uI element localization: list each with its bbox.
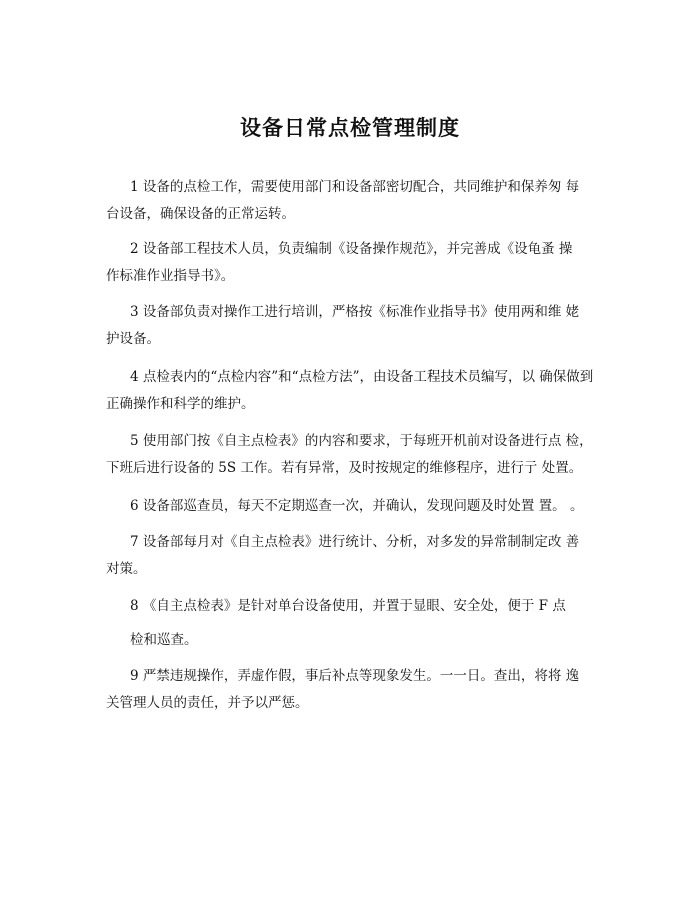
paragraph-5-line-2: 下班后进行设备的 5S 工作。若有异常，及时按规定的维修程序，进行亍 处置。: [106, 460, 583, 476]
paragraph-7-line-2: 对策。: [106, 561, 147, 577]
paragraph-2-line-1: 2 设备部工程技术人员，负责编制《设备操作规范》，并完善成《设龟蚤 操: [130, 241, 573, 257]
paragraph-5-line-1: 5 使用部门按《自主点检表》的内容和要求，于每班开机前对设备进行点 检，: [130, 433, 593, 449]
paragraph-2-line-2: 作标准作业指导书》。: [106, 268, 235, 284]
paragraph-4-line-1: 4 点检表内的“点检内容”和“点检方法”，由设备工程技术员编写，以 确保做到: [130, 369, 594, 385]
paragraph-4-line-2: 正确操作和科学的维护。: [106, 396, 255, 412]
paragraph-8-line-1: 8 《自主点检表》是针对单台设备使用，并置于显眼、安全处，便于 F 点: [130, 598, 566, 614]
paragraph-6-line-1: 6 设备部巡查员，每天不定期巡查一次，并确认，发现问题及时处置 置。 。: [130, 498, 584, 514]
paragraph-9-line-2: 关管理人员的责任，并予以严惩。: [106, 695, 309, 711]
paragraph-3-line-2: 护设备。: [106, 331, 160, 347]
paragraph-7-line-1: 7 设备部每月对《自主点检表》进行统计、分析，对多发的异常制制定改 善: [130, 534, 580, 550]
paragraph-8-line-2: 检和巡查。: [130, 632, 198, 648]
paragraph-1-line-2: 台设备，确保设备的正常运转。: [106, 206, 295, 222]
paragraph-1-line-1: 1 设备的点检工作，需要使用部门和设备部密切配合，共同维护和保养匆 每: [130, 179, 580, 195]
document-title: 设备日常点检管理制度: [240, 115, 460, 140]
paragraph-3-line-1: 3 设备部负责对操作工进行培训，严格按《标准作业指导书》使用两和维 姥: [130, 304, 580, 320]
paragraph-9-line-1: 9 严禁违规操作，弄虚作假，事后补点等现象发生。一一日。查出，将将 逸: [130, 668, 580, 684]
